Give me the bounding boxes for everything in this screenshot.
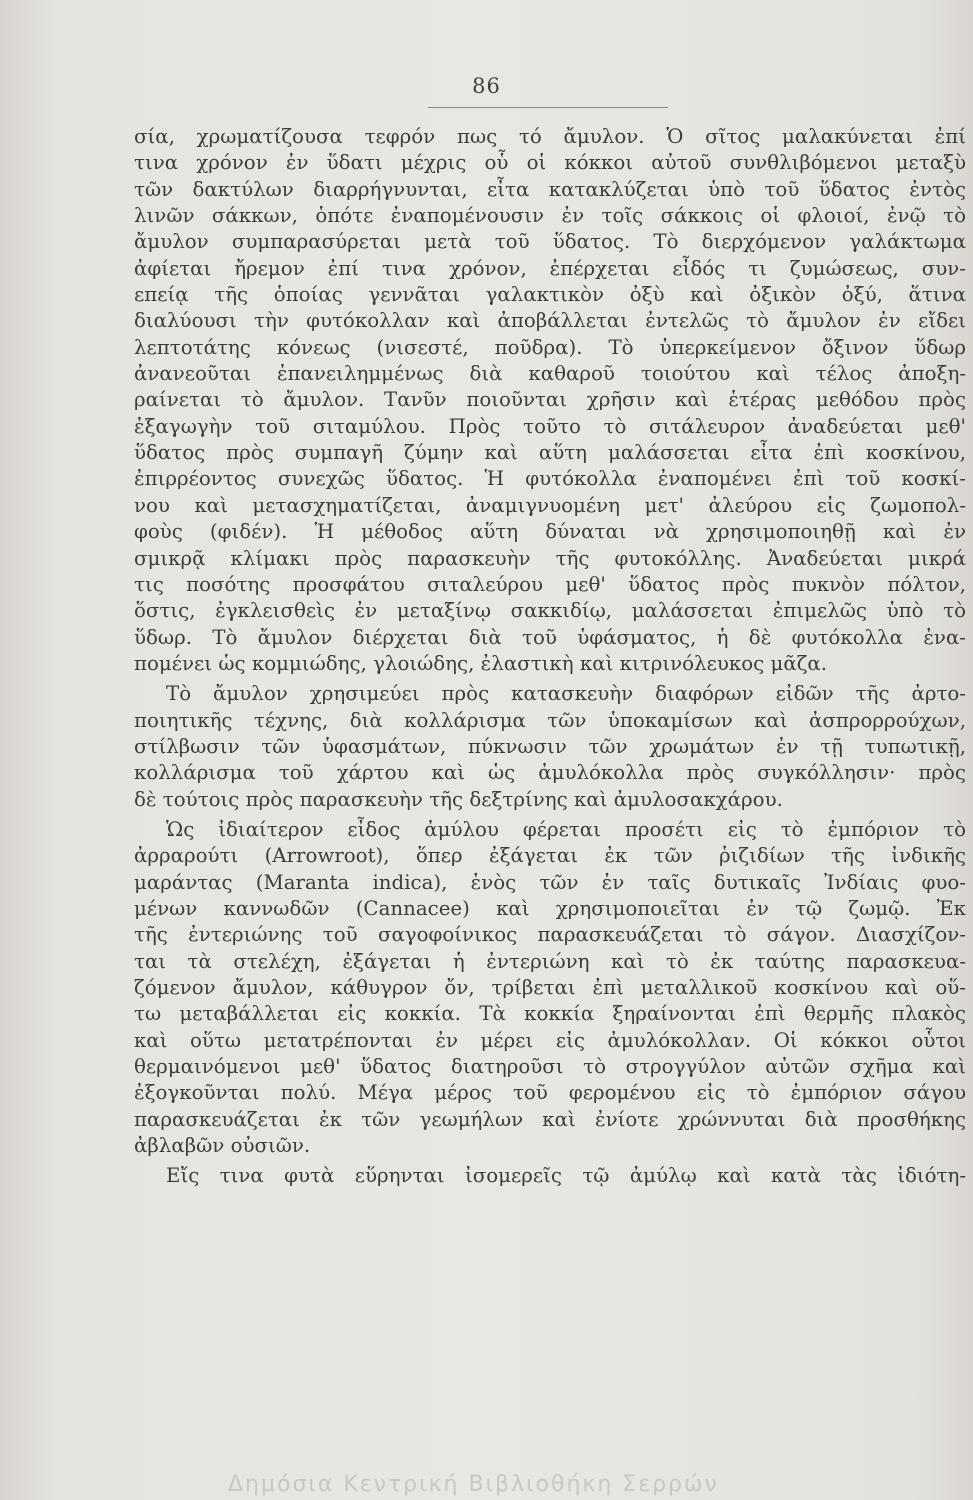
- text-line: σμικρᾷ κλίμακι πρὸς παρασκευὴν τῆς φυτοκόλλης. Ἀναδεύεται μικρά: [134, 546, 966, 570]
- text-line: σία, χρωματίζουσα τεφρόν πως τό ἄμυλον. Ὁ σῖτος μαλακύνεται ἐπί: [134, 125, 966, 148]
- text-line: ἀνανεοῦται ἐπανειλημμένως διὰ καθαροῦ τοιούτου καὶ τέλος ἀποξη-: [134, 362, 966, 386]
- text-line: ὕδατος πρὸς συμπαγῆ ζύμην καὶ αὕτη μαλάσσεται εἶτα ἐπὶ κοσκίνου,: [134, 441, 966, 465]
- text-line: ραίνεται τὸ ἄμυλον. Τανῦν ποιοῦνται χρῆσιν καὶ ἑτέρας μεθόδου πρὸς: [134, 388, 966, 412]
- text-line: μένων καννωδῶν (Cannaceе) καὶ χρησιμοποιεῖται ἐν τῷ ζωμῷ. Ἐκ: [134, 896, 966, 920]
- body-text: [134, 124, 966, 1190]
- library-watermark: Δημόσια Κεντρική Βιβλιοθήκη Σερρών: [228, 1472, 719, 1497]
- text-line: ἐξογκοῦνται πολύ. Μέγα μέρος τοῦ φερομένου εἰς τὸ ἐμπόριον σάγου: [134, 1081, 966, 1105]
- text-line: Τὸ ἄμυλον χρησιμεύει πρὸς κατασκευὴν διαφόρων εἰδῶν τῆς ἀρτο-: [166, 682, 966, 706]
- text-line: διαλύουσι τὴν φυτόκολλαν καὶ ἀποβάλλεται ἐντελῶς τὸ ἄμυλον ἐν εἴδει: [134, 309, 966, 333]
- text-line: πομένει ὡς κομμιώδης, γλοιώδης, ἐλαστικὴ καὶ κιτρινόλευκος μᾶζα.: [134, 651, 828, 675]
- text-line: τινα χρόνον ἐν ὕδατι μέχρις οὗ οἱ κόκκοι αὐτοῦ συνθλιβόμενοι μεταξὺ: [134, 151, 966, 175]
- header-rule: [428, 107, 668, 108]
- text-line: ἀρραρούτι (Arrowroot), ὅπερ ἐξάγεται ἐκ τῶν ῥιζιδίων τῆς ἰνδικῆς: [134, 844, 966, 868]
- text-line: ζόμενον ἄμυλον, κάθυγρον ὄν, τρίβεται ἐπὶ μεταλλικοῦ κοσκίνου καὶ οὕ-: [134, 976, 966, 999]
- text-line: μαράντας (Maranta indica), ἑνὸς τῶν ἐν ταῖς δυτικαῖς Ἰνδίαις φυο-: [134, 870, 966, 894]
- text-line: ἄμυλον συμπαρασύρεται μετὰ τοῦ ὕδατος. Τὸ διερχόμενον γαλάκτωμα: [134, 230, 966, 254]
- text-line: ποιητικῆς τέχνης, διὰ κολλάρισμα τῶν ὑποκαμίσων καὶ ἀσπρορρούχων,: [134, 708, 966, 732]
- text-line: στίλβωσιν τῶν ὑφασμάτων, πύκνωσιν τῶν χρωμάτων ἐν τῇ τυπωτικῇ,: [134, 734, 966, 758]
- text-line: ἀφίεται ἤρεμον ἐπί τινα χρόνον, ἐπέρχεται εἶδός τι ζυμώσεως, συν-: [134, 256, 966, 280]
- text-line: φοὺς (φιδέν). Ἡ μέθοδος αὕτη δύναται νὰ χρησιμοποιηθῇ καὶ ἐν: [134, 520, 966, 544]
- paragraph-1: [134, 124, 966, 677]
- text-line: ἐπιρρέοντος συνεχῶς ὕδατος. Ἡ φυτόκολλα ἐναπομένει ἐπὶ τοῦ κοσκί-: [134, 467, 966, 491]
- text-line: λινῶν σάκκων, ὁπότε ἐναπομένουσιν ἐν τοῖς σάκκοις οἱ φλοιοί, ἐνῷ τὸ: [134, 204, 966, 228]
- text-line: τῶν δακτύλων διαρρήγνυνται, εἶτα κατακλύζεται ὑπὸ τοῦ ὕδατος ἐντὸς: [134, 177, 966, 201]
- text-line: ται τὰ στελέχη, ἐξάγεται ἡ ἐντεριώνη καὶ τὸ ἐκ ταύτης παρασκευα-: [134, 949, 966, 973]
- text-line: παρασκευάζεται ἐκ τῶν γεωμήλων καὶ ἐνίοτε χρώννυται διὰ προσθήκης: [134, 1107, 966, 1131]
- text-line: νου καὶ μετασχηματίζεται, ἀναμιγνυομένη μετ' ἀλεύρου εἰς ζωμοπολ-: [134, 493, 966, 517]
- text-line: ἐξαγωγὴν τοῦ σιταμύλου. Πρὸς τοῦτο τὸ σιτάλευρον ἀναδεύεται μεθ': [134, 414, 966, 438]
- text-line: Ὡς ἰδιαίτερον εἶδος ἀμύλου φέρεται προσέτι εἰς τὸ ἐμπόριον τὸ: [166, 817, 966, 841]
- text-line: επείᾳ τῆς ὁποίας γεννᾶται γαλακτικὸν ὀξὺ καὶ ὀξικὸν ὀξύ, ἅτινα: [134, 283, 966, 307]
- text-line: ὅστις, ἐγκλεισθεὶς ἐν μεταξίνῳ σακκιδίῳ, μαλάσσεται ἐπιμελῶς ὑπὸ τὸ: [134, 599, 966, 623]
- text-line: Εἴς τινα φυτὰ εὕρηνται ἰσομερεῖς τῷ ἀμύλῳ καὶ κατὰ τὰς ἰδιότη-: [166, 1164, 966, 1188]
- text-line: τω μεταβάλλεται εἰς κοκκία. Τὰ κοκκία ξηραίνονται ἐπὶ θερμῆς πλακὸς: [134, 1002, 966, 1026]
- paragraph-2: [134, 681, 966, 813]
- text-line: δὲ τούτοις πρὸς παρασκευὴν τῆς δεξτρίνης καὶ ἀμυλοσακχάρου.: [134, 787, 783, 811]
- paragraph-3: [134, 817, 966, 1159]
- page-number: 86: [472, 74, 501, 98]
- text-line: λεπτοτάτης κόνεως (νισεστέ, ποῦδρα). Τὸ ὑπερκείμενον ὄξινον ὕδωρ: [134, 335, 966, 359]
- text-line: ὕδωρ. Τὸ ἄμυλον διέρχεται διὰ τοῦ ὑφάσματος, ἡ δὲ φυτόκολλα ἐνα-: [134, 625, 966, 649]
- text-line: κολλάρισμα τοῦ χάρτου καὶ ὡς ἀμυλόκολλα πρὸς συγκόλλησιν· πρὸς: [134, 761, 966, 785]
- text-line: τις ποσότης προσφάτου σιταλεύρου μεθ' ὕδατος πρὸς πυκνὸν πόλτον,: [134, 572, 966, 596]
- text-line: καὶ οὕτω μετατρέπονται ἐν μέρει εἰς ἀμυλόκολλαν. Οἱ κόκκοι οὗτοι: [134, 1028, 966, 1052]
- text-line: τῆς ἐντεριώνης τοῦ σαγοφοίνικος παρασκευάζεται τὸ σάγον. Διασχίζον-: [134, 923, 966, 947]
- paragraph-4: [134, 1163, 966, 1189]
- text-line: ἀβλαβῶν οὐσιῶν.: [134, 1134, 311, 1158]
- text-line: θερμαινόμενοι μεθ' ὕδατος διατηροῦσι τὸ στρογγύλον αὐτῶν σχῆμα καὶ: [134, 1055, 966, 1079]
